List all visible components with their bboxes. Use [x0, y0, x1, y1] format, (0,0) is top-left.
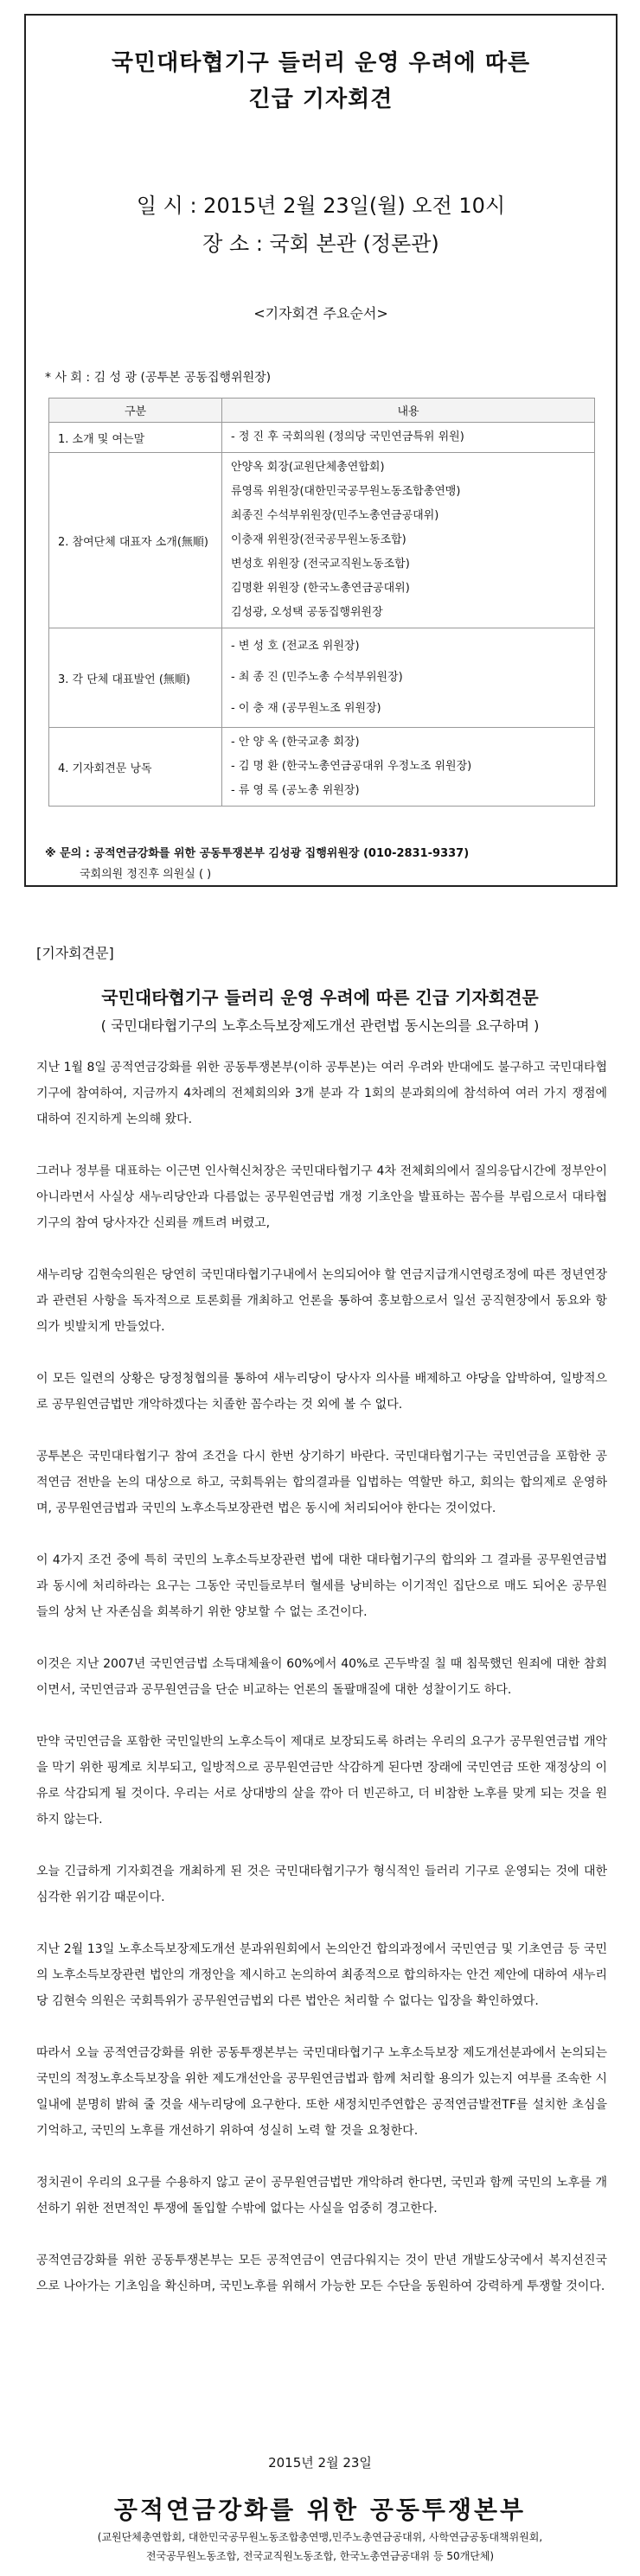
agenda-content-line: - 최 종 진 (민주노총 수석부위원장) — [231, 671, 403, 684]
statement-paragraph: 이것은 지난 2007년 국민연금법 소득대체율이 60%에서 40%로 곤두박질 칠 때 침묵했던 원죄에 대한 참회이면서, 국민연금과 공무원연금을 단순 비교하는 언론의 돌팔매질에 대한 성찰이기도 하다. — [36, 1657, 607, 1697]
agenda-content-line: 류영록 위원장(대한민국공무원노동조합총연맹) — [231, 485, 461, 498]
agenda-content — [222, 453, 595, 628]
agenda-row — [49, 728, 595, 807]
agenda-content — [222, 728, 595, 807]
member-organizations-line-1: (교원단체총연합회, 대한민국공무원노동조합총연맹,민주노총연금공대위, 사학연금공동대책위원회, — [97, 2531, 543, 2543]
agenda-content-line: 최종진 수석부위원장(민주노총연금공대위) — [231, 509, 439, 522]
event-datetime: 일 시 : 2015년 2월 23일(월) 오전 10시 — [136, 194, 506, 218]
contact-line-1: ※ 문의 : 공적연금강화를 위한 공동투쟁본부 김성광 집행위원장 (010-2831-9337) — [45, 847, 470, 860]
agenda-content — [222, 628, 595, 728]
statement-paragraph: 지난 2월 13일 노후소득보장제도개선 분과위원회에서 논의안건 합의과정에서 국민연금 및 기초연금 등 국민의 노후소득보장관련 법안의 개정안을 제시하고 논의하여 최종적으로 합의하자는 안건 제안에 대하여 새누리당 김현숙 의원은 국회특위가 공무원연금법외 다른 법안은 처리할 수 없다는 입장을 확인하였다. — [36, 1942, 607, 2008]
statement-paragraph: 지난 1월 8일 공적연금강화를 위한 공동투쟁본부(이하 공투본)는 여러 우려와 반대에도 불구하고 국민대타협기구에 참여하여, 지금까지 4차례의 전체회의와 3개 분과 각 1회의 분과회의에 참석하여 여러 가지 쟁점에 대하여 진지하게 논의해 왔다. — [36, 1061, 607, 1126]
agenda-kind: 4. 기자회견문 낭독 — [49, 728, 222, 807]
press-conference-box — [24, 14, 618, 887]
contact-info — [45, 844, 469, 885]
statement-paragraph: 만약 국민연금을 포함한 국민일반의 노후소득이 제대로 보장되도록 하려는 우리의 요구가 공무원연금법 개악을 막기 위한 핑계로 치부되고, 일방적으로 공무원연금만 삭감하게 된다면 장래에 국민연금 또한 재정상의 이유로 삭감되게 될 것이다. 우리는 서로 상대방의 살을 깎아 더 빈곤하고, 더 비참한 노후를 맞게 되는 것을 원하지 않는다. — [36, 1735, 607, 1827]
member-organizations — [35, 2528, 605, 2566]
agenda-content-line: - 정 진 후 국회의원 (정의당 국민연금특위 위원) — [231, 430, 464, 443]
member-organizations-line-2: 전국공무원노동조합, 전국교직원노동조합, 한국노총연금공대위 등 50개단체) — [145, 2550, 495, 2562]
statement-paragraph: 그러나 정부를 대표하는 이근면 인사혁신처장은 국민대타협기구 4차 전체회의에서 질의응답시간에 정부안이 아니라면서 사실상 새누리당안과 다름없는 공무원연금법 개정 기초안을 발표하는 꼼수를 부림으로서 대타협기구의 참여 당사자간 신뢰를 깨트려 버렸고, — [36, 1164, 607, 1230]
agenda-content-line: 김명환 위원장 (한국노총연금공대위) — [231, 582, 410, 595]
agenda-kind: 1. 소개 및 여는말 — [49, 423, 222, 453]
statement-paragraph: 새누리당 김현숙의원은 당연히 국민대타협기구내에서 논의되어야 할 연금지급개시연령조정에 따른 정년연장과 관련된 사항을 독자적으로 토론회를 개최하고 언론을 통하여 홍보함으로서 일선 공직현장에서 동요와 항의가 빗발치게 만들었다. — [36, 1268, 607, 1334]
agenda-content-line: 안양옥 회장(교원단체총연합회) — [231, 461, 385, 474]
agenda-header-row — [49, 399, 595, 423]
agenda-header-kind: 구분 — [49, 399, 222, 423]
statement-paragraph: 이 4가지 조건 중에 특히 국민의 노후소득보장관련 법에 대한 대타협기구의 합의와 그 결과를 공무원연금법과 동시에 처리하라는 요구는 그동안 국민들로부터 혈세를 낭비하는 이기적인 집단으로 매도 되어온 공무원들의 상처 난 자존심을 회복하기 위한 양보할 수 없는 조건이다. — [36, 1553, 607, 1619]
statement-paragraph: 이 모든 일련의 상황은 당정청협의를 통하여 새누리당이 당사자 의사를 배제하고 야당을 압박하여, 일방적으로 공무원연금법만 개악하겠다는 치졸한 꼼수라는 것 외에 볼 수 없다. — [36, 1372, 607, 1412]
agenda-content-line: - 안 양 옥 (한국교총 회장) — [231, 736, 360, 749]
agenda-content-line: 김성광, 오성택 공동집행위원장 — [231, 606, 383, 619]
agenda-content-line: - 김 명 환 (한국노총연금공대위 우정노조 위원장) — [231, 760, 472, 773]
press-title-line1: 국민대타협기구 들러리 운영 우려에 따른 — [111, 50, 531, 76]
agenda-content-line: 이충재 위원장(전국공무원노동조합) — [231, 533, 406, 546]
agenda-row — [49, 628, 595, 728]
agenda-content-line: - 변 성 호 (전교조 위원장) — [231, 640, 360, 653]
agenda-content-line: - 류 영 록 (공노총 위원장) — [231, 784, 360, 797]
agenda-kind: 3. 각 단체 대표발언 (無順) — [49, 628, 222, 728]
press-title-line2: 긴급 기자회견 — [248, 86, 394, 112]
statement-title: 국민대타협기구 들러리 운영 우려에 따른 긴급 기자회견문 — [101, 987, 539, 1008]
agenda-heading: <기자회견 주요순서> — [253, 305, 388, 322]
statement-paragraph: 공투본은 국민대타협기구 참여 조건을 다시 한번 상기하기 바란다. 국민대타협기구는 국민연금을 포함한 공적연금 전반을 논의 대상으로 하고, 국회특위는 합의결과를 입법하는 역할만 하고, 회의는 합의제로 운영하며, 공무원연금법과 국민의 노후소득보장관련 법은 동시에 처리되어야 한다는 것이었다. — [36, 1450, 607, 1515]
agenda-row — [49, 423, 595, 453]
event-location: 장 소 : 국회 본관 (정론관) — [202, 232, 439, 256]
statement-paragraph: 따라서 오늘 공적연금강화를 위한 공동투쟁본부는 국민대타협기구 노후소득보장 제도개선분과에서 논의되는 국민의 적정노후소득보장을 위한 제도개선안을 공무원연금법과 함께 처리할 용의가 있는지 여부를 조속한 시일내에 분명히 밝혀 줄 것을 새누리당에 요구한다. 또한 새정치민주연합은 공적연금발전TF를 설치한 초심을 기억하고, 국민의 노후를 개선하기 위하여 성실히 노력 할 것을 요청한다. — [36, 2046, 607, 2138]
statement-paragraph: 공적연금강화를 위한 공동투쟁본부는 모든 공적연금이 연금다워지는 것이 만년 개발도상국에서 복지선진국으로 나아가는 기초임을 확신하며, 국민노후를 위해서 가능한 모든 수단을 동원하여 강력하게 투쟁할 것이다. — [36, 2254, 607, 2293]
statement-subtitle: ( 국민대타협기구의 노후소득보장제도개선 관련법 동시논의를 요구하며 ) — [100, 1017, 540, 1034]
organization-name: 공적연금강화를 위한 공동투쟁본부 — [113, 2496, 527, 2524]
moderator-line: * 사 회 : 김 성 광 (공투본 공동집행위원장) — [45, 371, 272, 385]
statement-body — [36, 1055, 607, 2325]
statement-paragraph: 정치권이 우리의 요구를 수용하지 않고 굳이 공무원연금법만 개악하려 한다면, 국민과 함께 국민의 노후를 개선하기 위한 전면적인 투쟁에 돌입할 수밖에 없다는 사실을 엄중히 경고한다. — [36, 2176, 607, 2216]
agenda-row — [49, 453, 595, 628]
agenda-content — [222, 423, 595, 453]
agenda-kind: 2. 참여단체 대표자 소개(無順) — [49, 453, 222, 628]
statement-paragraph: 오늘 긴급하게 기자회견을 개최하게 된 것은 국민대타협기구가 형식적인 들러리 기구로 운영되는 것에 대한 심각한 위기감 때문이다. — [36, 1865, 607, 1904]
agenda-content-line: - 이 충 재 (공무원노조 위원장) — [231, 702, 381, 715]
contact-line-2: 국회의원 정진후 의원실 ( ) — [80, 868, 212, 881]
agenda-header-content: 내용 — [222, 399, 595, 423]
statement-date: 2015년 2월 23일 — [268, 2455, 372, 2471]
section-label: [기자회견문] — [36, 945, 114, 961]
agenda-table — [48, 398, 595, 807]
agenda-content-line: 변성호 위원장 (전국교직원노동조합) — [231, 558, 410, 571]
